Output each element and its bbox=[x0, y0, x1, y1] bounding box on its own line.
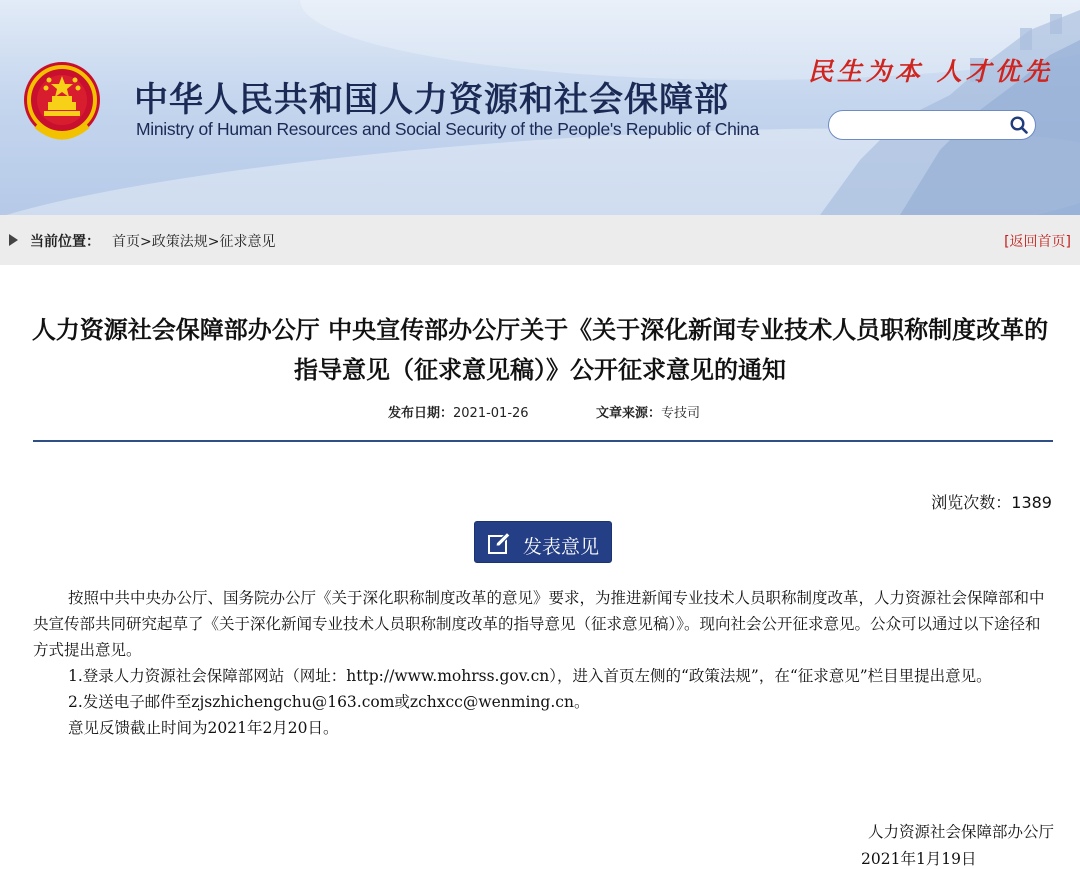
article-body bbox=[33, 585, 1049, 741]
article-paragraph: 按照中共中央办公厅、国务院办公厅《关于深化职称制度改革的意见》要求，为推进新闻专业技术人员职称制度改革，人力资源社会保障部和中央宣传部共同研究起草了《关于深化新闻专业技术人员职称制度改革的指导意见（征求意见稿）》。现向社会公开征求意见。公众可以通过以下途径和方式提出意见。 bbox=[33, 589, 1045, 659]
publish-date-label: 发布日期： bbox=[388, 406, 454, 421]
back-home-link[interactable]: [返回首页] bbox=[1004, 234, 1071, 250]
search-box bbox=[828, 110, 1036, 140]
title-divider bbox=[33, 440, 1053, 442]
article-source bbox=[596, 402, 700, 421]
article-source-label: 文章来源： bbox=[596, 406, 662, 421]
site-subtitle: Ministry of Human Resources and Social Security of the People's Republic of China bbox=[136, 119, 759, 139]
article-source-value: 专技司 bbox=[661, 406, 701, 421]
edit-icon bbox=[487, 531, 513, 555]
site-slogan: 民生为本 人才优先 bbox=[808, 57, 1053, 86]
national-emblem-icon bbox=[22, 56, 102, 152]
triangle-right-icon bbox=[9, 234, 18, 246]
site-title: 中华人民共和国人力资源和社会保障部 bbox=[134, 80, 729, 120]
breadcrumb-label: 当前位置： bbox=[30, 234, 100, 250]
search-icon[interactable] bbox=[1009, 115, 1029, 135]
article-paragraph: 2.发送电子邮件至zjszhichengchu@163.com或zchxcc@wenming.cn。 bbox=[68, 693, 590, 711]
site-header bbox=[0, 0, 1080, 215]
post-comment-label: 发表意见 bbox=[523, 536, 600, 558]
signature-org: 人力资源社会保障部办公厅 bbox=[867, 823, 1054, 841]
article-content bbox=[0, 265, 1080, 867]
article-paragraph: 1.登录人力资源社会保障部网站（网址：http://www.mohrss.gov.cn），进入首页左侧的“政策法规”，在“征求意见”栏目里提出意见。 bbox=[68, 667, 992, 685]
great-wall-illustration bbox=[780, 0, 1080, 215]
signature-date: 2021年1月19日 bbox=[861, 850, 977, 868]
publish-date bbox=[388, 402, 529, 421]
view-count: 浏览次数：1389 bbox=[931, 493, 1052, 512]
article-paragraph: 意见反馈截止时间为2021年2月20日。 bbox=[68, 719, 339, 737]
breadcrumb-path[interactable]: 首页>政策法规>征求意见 bbox=[112, 234, 276, 250]
article-title: 人力资源社会保障部办公厅 中央宣传部办公厅关于《关于深化新闻专业技术人员职称制度改革的指导意见（征求意见稿）》公开征求意见的通知 bbox=[31, 316, 1049, 384]
breadcrumb bbox=[0, 215, 1080, 265]
search-input[interactable] bbox=[843, 115, 1007, 137]
publish-date-value: 2021-01-26 bbox=[453, 406, 529, 421]
post-comment-button[interactable] bbox=[474, 521, 612, 563]
